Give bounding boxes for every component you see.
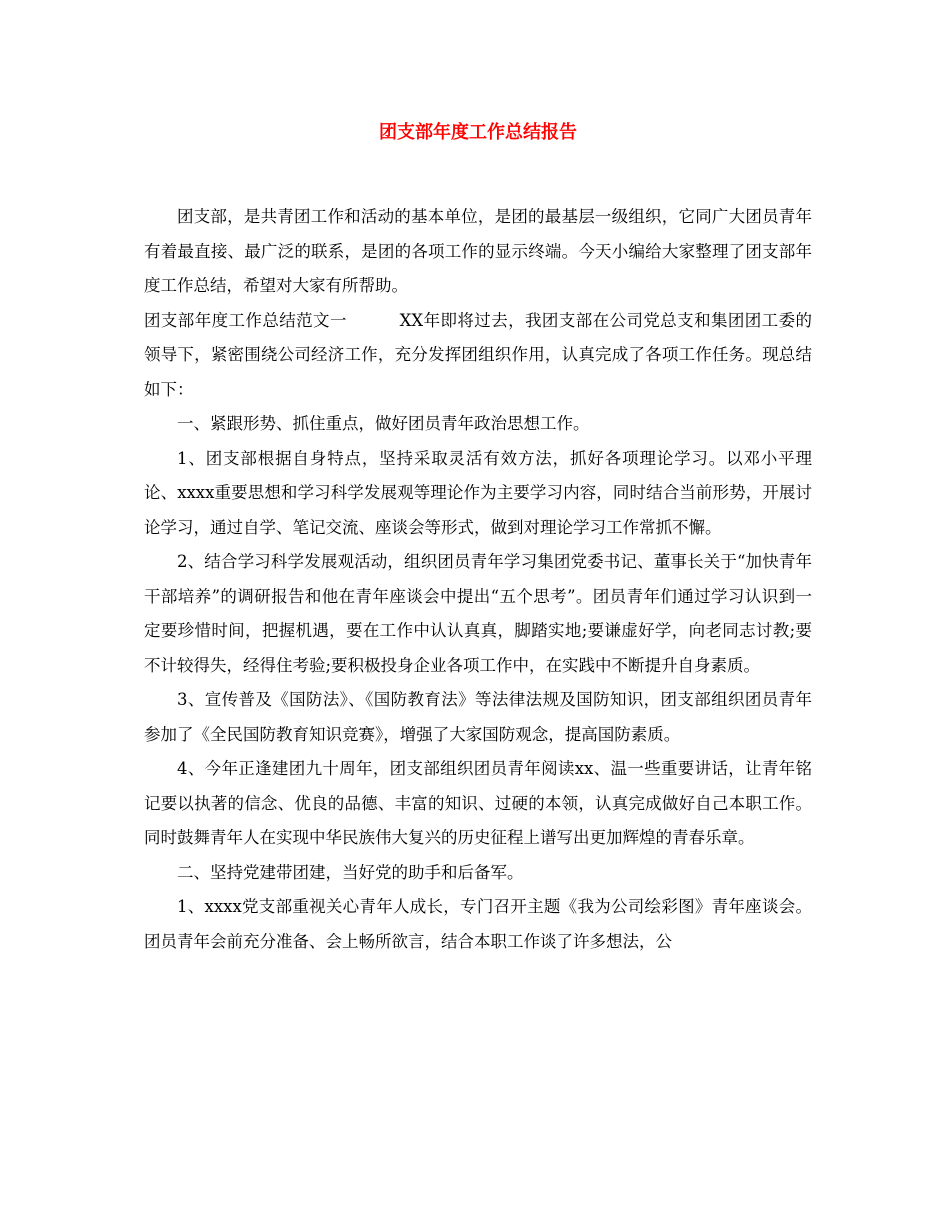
section-heading-1: 一、紧跟形势、抓住重点，做好团员青年政治思想工作。	[177, 414, 590, 433]
document-title: 团支部年度工作总结报告	[379, 122, 577, 143]
section-heading-2: 二、坚持党建带团建，当好党的助手和后备军。	[177, 862, 524, 882]
paragraph-1-1: 1、团支部根据自身特点，坚持采取灵活有效方法，抓好各项理论学习。以邓小平理论、xxxx重要思想和学习科学发展观等理论作为主要学习内容，同时结合当前形势，开展讨论学习，通过自学、笔记交流、座谈会等形式，做到对理论学习工作常抓不懈。	[144, 448, 812, 537]
sample-heading: 团支部年度工作总结范文一	[144, 310, 347, 330]
paragraph-sample-one	[144, 304, 812, 408]
document-body	[144, 200, 812, 959]
paragraph-2-1: 1、xxxx党支部重视关心青年人成长，专门召开主题《我为公司绘彩图》青年座谈会。团员青年会前充分准备、会上畅所欲言，结合本职工作谈了许多想法，公	[144, 897, 812, 951]
paragraph-1-2: 2、结合学习科学发展观活动，组织团员青年学习集团党委书记、董事长关于“加快青年干部培养”的调研报告和他在青年座谈会中提出“五个思考”。团员青年们通过学习认识到一定要珍惜时间，把握机遇，要在工作中认认真真，脚踏实地;要谦虚好学，向老同志讨教;要不计较得失，经得住考验;要积极投身企业各项工作中，在实践中不断提升自身素质。	[144, 552, 812, 675]
paragraph-1-4: 4、今年正逢建团九十周年，团支部组织团员青年阅读xx、温一些重要讲话，让青年铭记要以执著的信念、优良的品德、丰富的知识、过硬的本领，认真完成做好自己本职工作。同时鼓舞青年人在实现中华民族伟大复兴的历史征程上谱写出更加辉煌的青春乐章。	[144, 759, 812, 847]
sample-opening: XX年即将过去，我团支部在公司党总支和集团团工委的领导下，紧密围绕公司经济工作，充分发挥团组织作用，认真完成了各项工作任务。现总结如下：	[144, 310, 812, 399]
paragraph-intro: 团支部，是共青团工作和活动的基本单位，是团的最基层一级组织，它同广大团员青年有着最直接、最广泛的联系，是团的各项工作的显示终端。今天小编给大家整理了团支部年度工作总结，希望对大家有所帮助。	[144, 207, 812, 295]
paragraph-1-3: 3、宣传普及《国防法》、《国防教育法》等法律法规及国防知识，团支部组织团员青年参加了《全民国防教育知识竞赛》，增强了大家国防观念，提高国防素质。	[144, 690, 812, 744]
